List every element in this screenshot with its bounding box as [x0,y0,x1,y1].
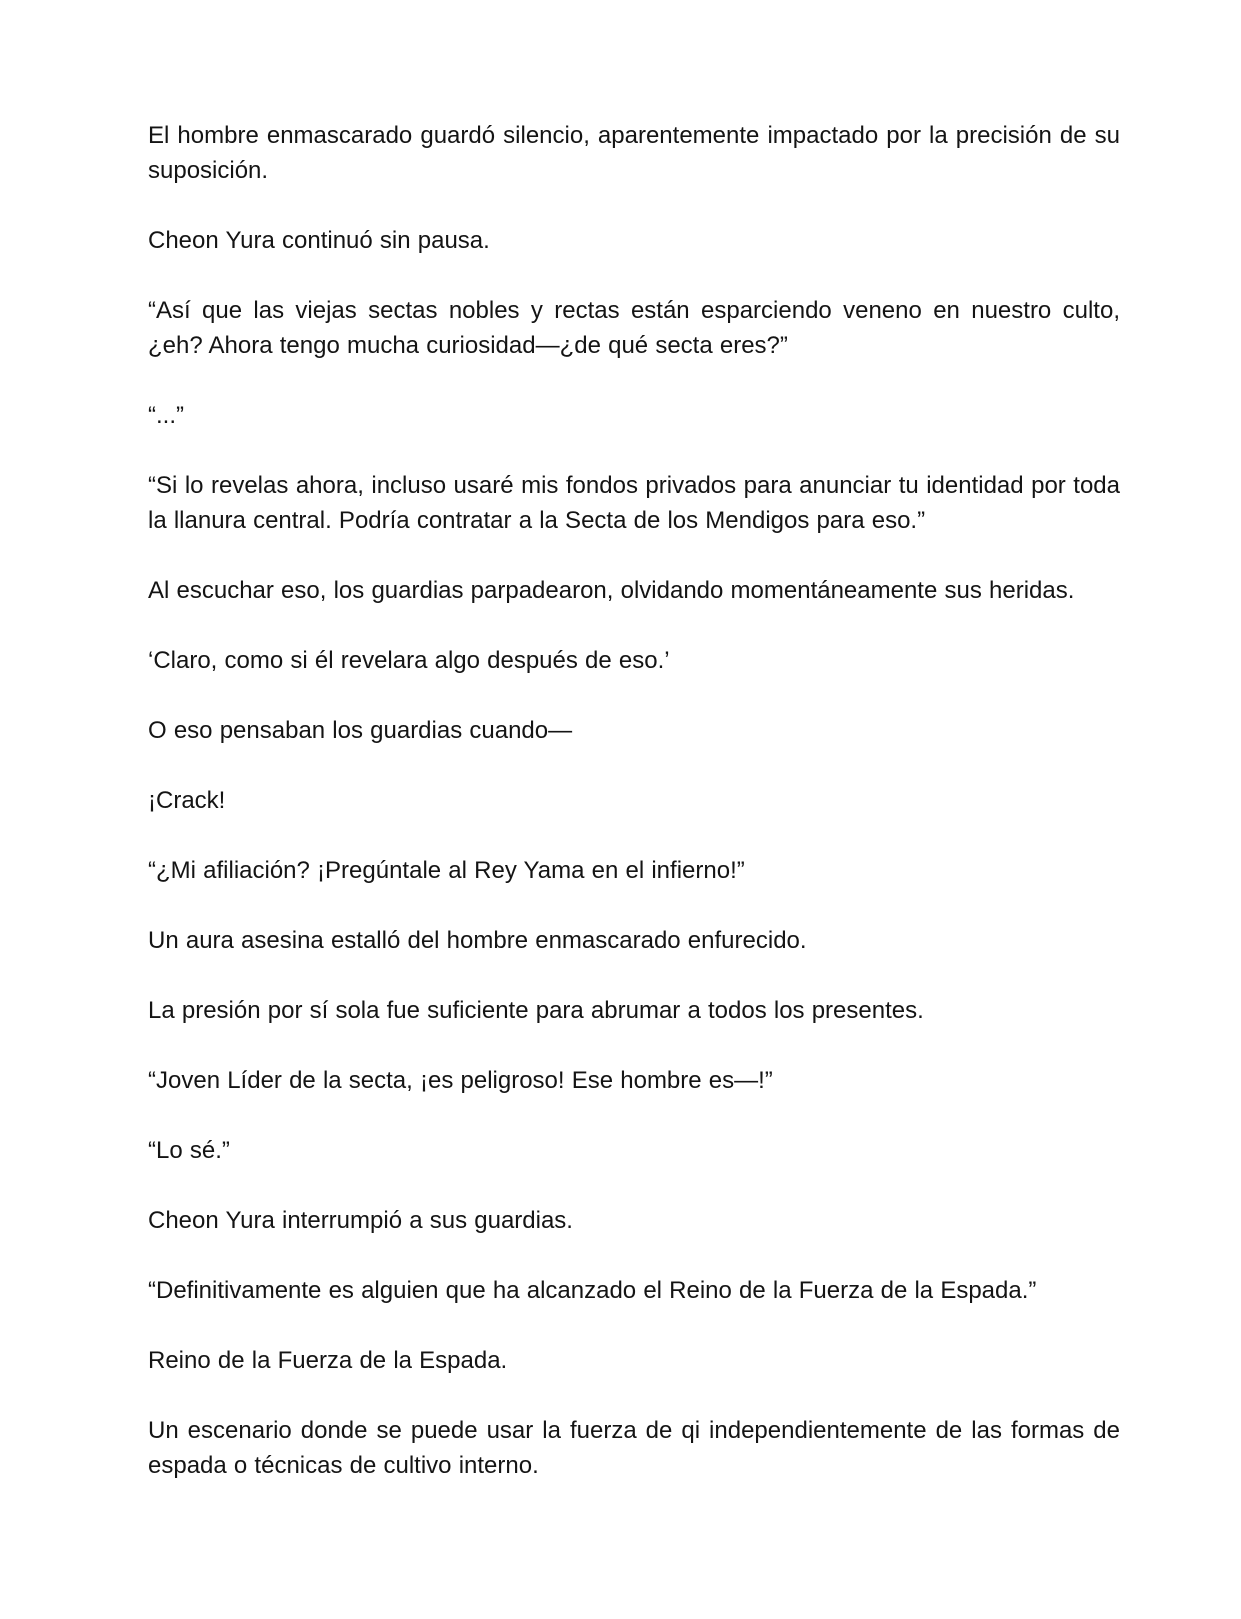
paragraph: ‘Claro, como si él revelara algo después de eso.’ [148,647,670,674]
paragraph: O eso pensaban los guardias cuando— [148,717,573,744]
paragraph: “Definitivamente es alguien que ha alcanzado el Reino de la Fuerza de la Espada.” [148,1277,1037,1304]
paragraph: Cheon Yura interrumpió a sus guardias. [148,1207,573,1234]
paragraph: La presión por sí sola fue suficiente para abrumar a todos los presentes. [148,997,924,1024]
paragraph: “Joven Líder de la secta, ¡es peligroso! Ese hombre es—!” [148,1067,773,1094]
paragraph: “Así que las viejas sectas nobles y rectas están esparciendo veneno en nuestro culto, ¿eh? Ahora tengo mucha curiosidad—¿de qué secta eres?” [148,297,1120,359]
paragraph: Un escenario donde se puede usar la fuerza de qi independientemente de las formas de espada o técnicas de cultivo interno. [148,1417,1120,1479]
paragraph: “...” [148,402,184,429]
paragraph: “Lo sé.” [148,1137,230,1164]
paragraph: Cheon Yura continuó sin pausa. [148,227,490,254]
paragraph: Al escuchar eso, los guardias parpadearon, olvidando momentáneamente sus heridas. [148,577,1075,604]
paragraph: “¿Mi afiliación? ¡Pregúntale al Rey Yama en el infierno!” [148,857,745,884]
paragraph: ¡Crack! [148,787,226,814]
paragraph: Un aura asesina estalló del hombre enmascarado enfurecido. [148,927,807,954]
paragraph: “Si lo revelas ahora, incluso usaré mis fondos privados para anunciar tu identidad por toda la llanura central. Podría contratar a la Secta de los Mendigos para eso.” [148,472,1120,534]
paragraph: El hombre enmascarado guardó silencio, aparentemente impactado por la precisión de su suposición. [148,122,1120,184]
document-body [148,118,1120,1518]
paragraph: Reino de la Fuerza de la Espada. [148,1347,508,1374]
